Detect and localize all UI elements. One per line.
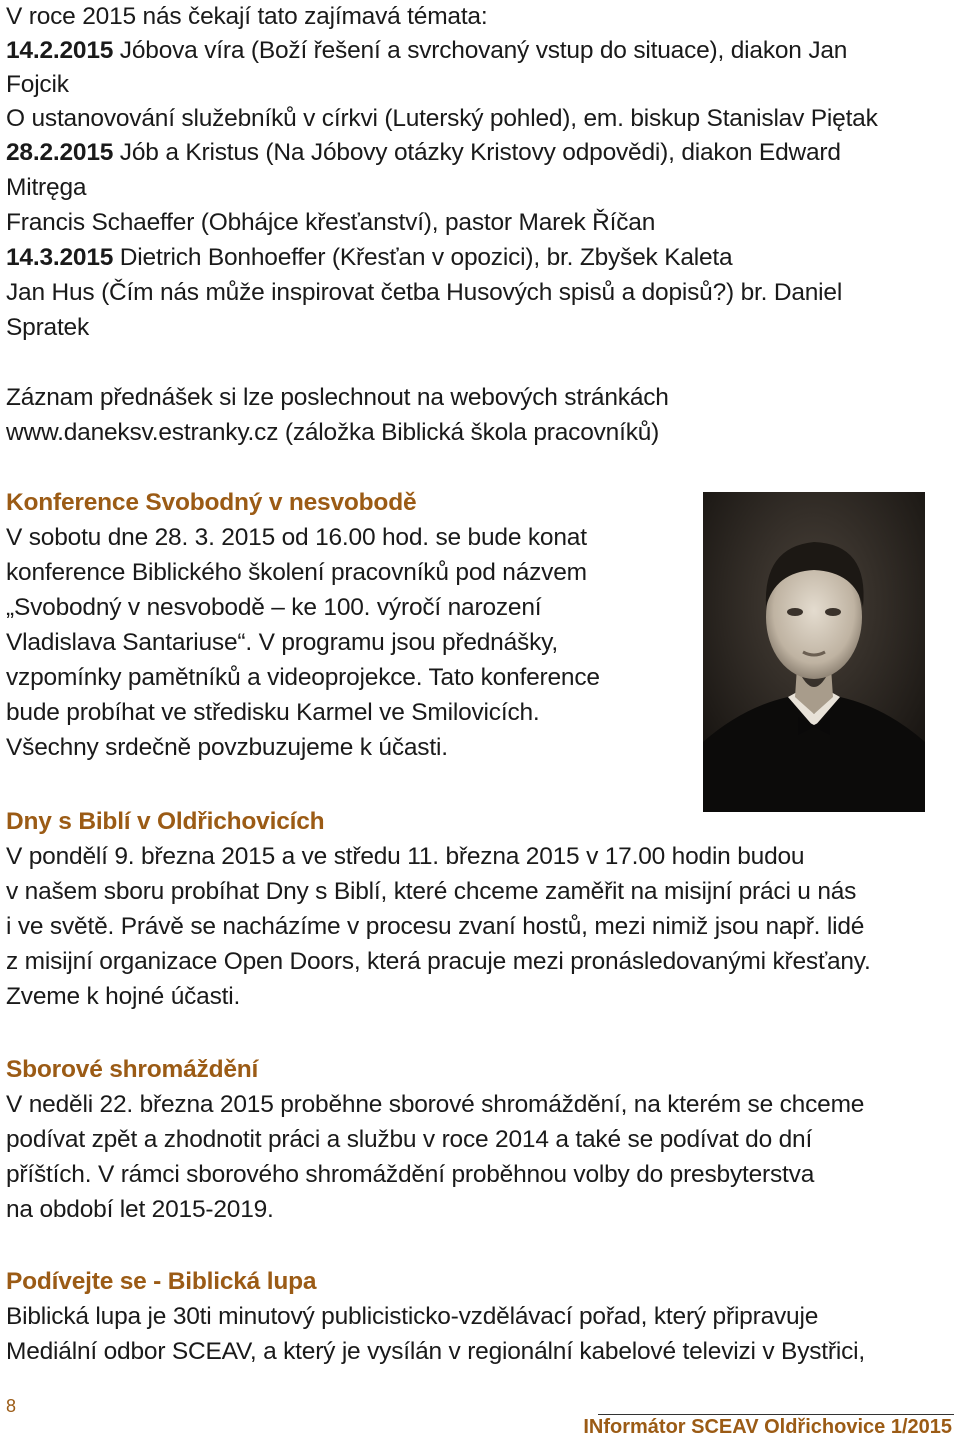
shromazdeni-line: V neděli 22. března 2015 proběhne sborové shromáždění, na kterém se chceme	[6, 1091, 865, 1118]
konference-line: bude probíhat ve středisku Karmel ve Smilovicích.	[6, 699, 540, 726]
konference-line: V sobotu dne 28. 3. 2015 od 16.00 hod. se bude konat	[6, 524, 587, 551]
konference-line: konference Biblického školení pracovníků pod názvem	[6, 559, 587, 586]
dny-line: i ve světě. Právě se nacházíme v procesu zvaní hostů, mezi nimiž jsou např. lidé	[6, 913, 865, 940]
lecture-line: Spratek	[6, 314, 90, 341]
lecture-line: Jan Hus (Čím nás může inspirovat četba Husových spisů a dopisů?) br. Daniel	[6, 279, 843, 306]
lecture-text: Dietrich Bonhoeffer (Křesťan v opozici), br. Zbyšek Kaleta	[113, 244, 733, 271]
lecture-date: 14.2.2015	[6, 37, 114, 64]
lecture-line: Mitręga	[6, 174, 87, 201]
konference-line: „Svobodný v nesvobodě – ke 100. výročí narození	[6, 594, 542, 621]
lecture-line	[6, 241, 732, 275]
lupa-line: Biblická lupa je 30ti minutový publicisticko-vzdělávací pořad, který připravuje	[6, 1303, 819, 1330]
lecture-line: Francis Schaeffer (Obhájce křesťanství), pastor Marek Říčan	[6, 209, 656, 236]
page-number: 8	[6, 1396, 17, 1416]
section-heading-biblicka-lupa: Podívejte se - Biblická lupa	[6, 1268, 317, 1295]
lecture-text: Jób a Kristus (Na Jóbovy otázky Kristovy odpovědi), diakon Edward	[113, 139, 841, 166]
dny-line: Zveme k hojné účasti.	[6, 983, 241, 1010]
konference-line: vzpomínky pamětníků a videoprojekce. Tato konference	[6, 664, 600, 691]
section-heading-shromazdeni: Sborové shromáždění	[6, 1056, 259, 1083]
konference-line: Všechny srdečně povzbuzujeme k účasti.	[6, 734, 448, 761]
lupa-line: Mediální odbor SCEAV, a který je vysílán v regionální kabelové televizi v Bystřici,	[6, 1338, 866, 1365]
footer-title: INformátor SCEAV Oldřichovice 1/2015	[583, 1416, 952, 1438]
shromazdeni-line: příštích. V rámci sborového shromáždění proběhnou volby do presbyterstva	[6, 1161, 815, 1188]
lecture-line	[6, 136, 841, 170]
lecture-line: O ustanovování služebníků v církvi (Luterský pohled), em. biskup Stanislav Piętak	[6, 105, 878, 132]
section-heading-dny-s-bibli: Dny s Biblí v Oldřichovicích	[6, 808, 325, 835]
lecture-line: Fojcik	[6, 71, 69, 98]
dny-line: z misijní organizace Open Doors, která pracuje mezi pronásledovanými křesťany.	[6, 948, 871, 975]
lecture-date: 28.2.2015	[6, 139, 114, 166]
footer-divider	[598, 1414, 954, 1415]
recording-note: www.daneksv.estranky.cz (záložka Biblická škola pracovníků)	[6, 419, 660, 446]
lecture-date: 14.3.2015	[6, 244, 114, 271]
intro-line: V roce 2015 nás čekají tato zajímavá témata:	[6, 3, 488, 30]
konference-line: Vladislava Santariuse“. V programu jsou přednášky,	[6, 629, 558, 656]
shromazdeni-line: na období let 2015-2019.	[6, 1196, 274, 1223]
dny-line: V pondělí 9. března 2015 a ve středu 11. března 2015 v 17.00 hodin budou	[6, 843, 805, 870]
lecture-line	[6, 34, 847, 68]
portrait-photo	[703, 492, 925, 812]
recording-note: Záznam přednášek si lze poslechnout na webových stránkách	[6, 384, 669, 411]
section-heading-konference: Konference Svobodný v nesvobodě	[6, 489, 417, 516]
lecture-text: Jóbova víra (Boží řešení a svrchovaný vstup do situace), diakon Jan	[113, 37, 848, 64]
dny-line: v našem sboru probíhat Dny s Biblí, které chceme zaměřit na misijní práci u nás	[6, 878, 857, 905]
shromazdeni-line: podívat zpět a zhodnotit práci a službu v roce 2014 a také se podívat do dní	[6, 1126, 813, 1153]
